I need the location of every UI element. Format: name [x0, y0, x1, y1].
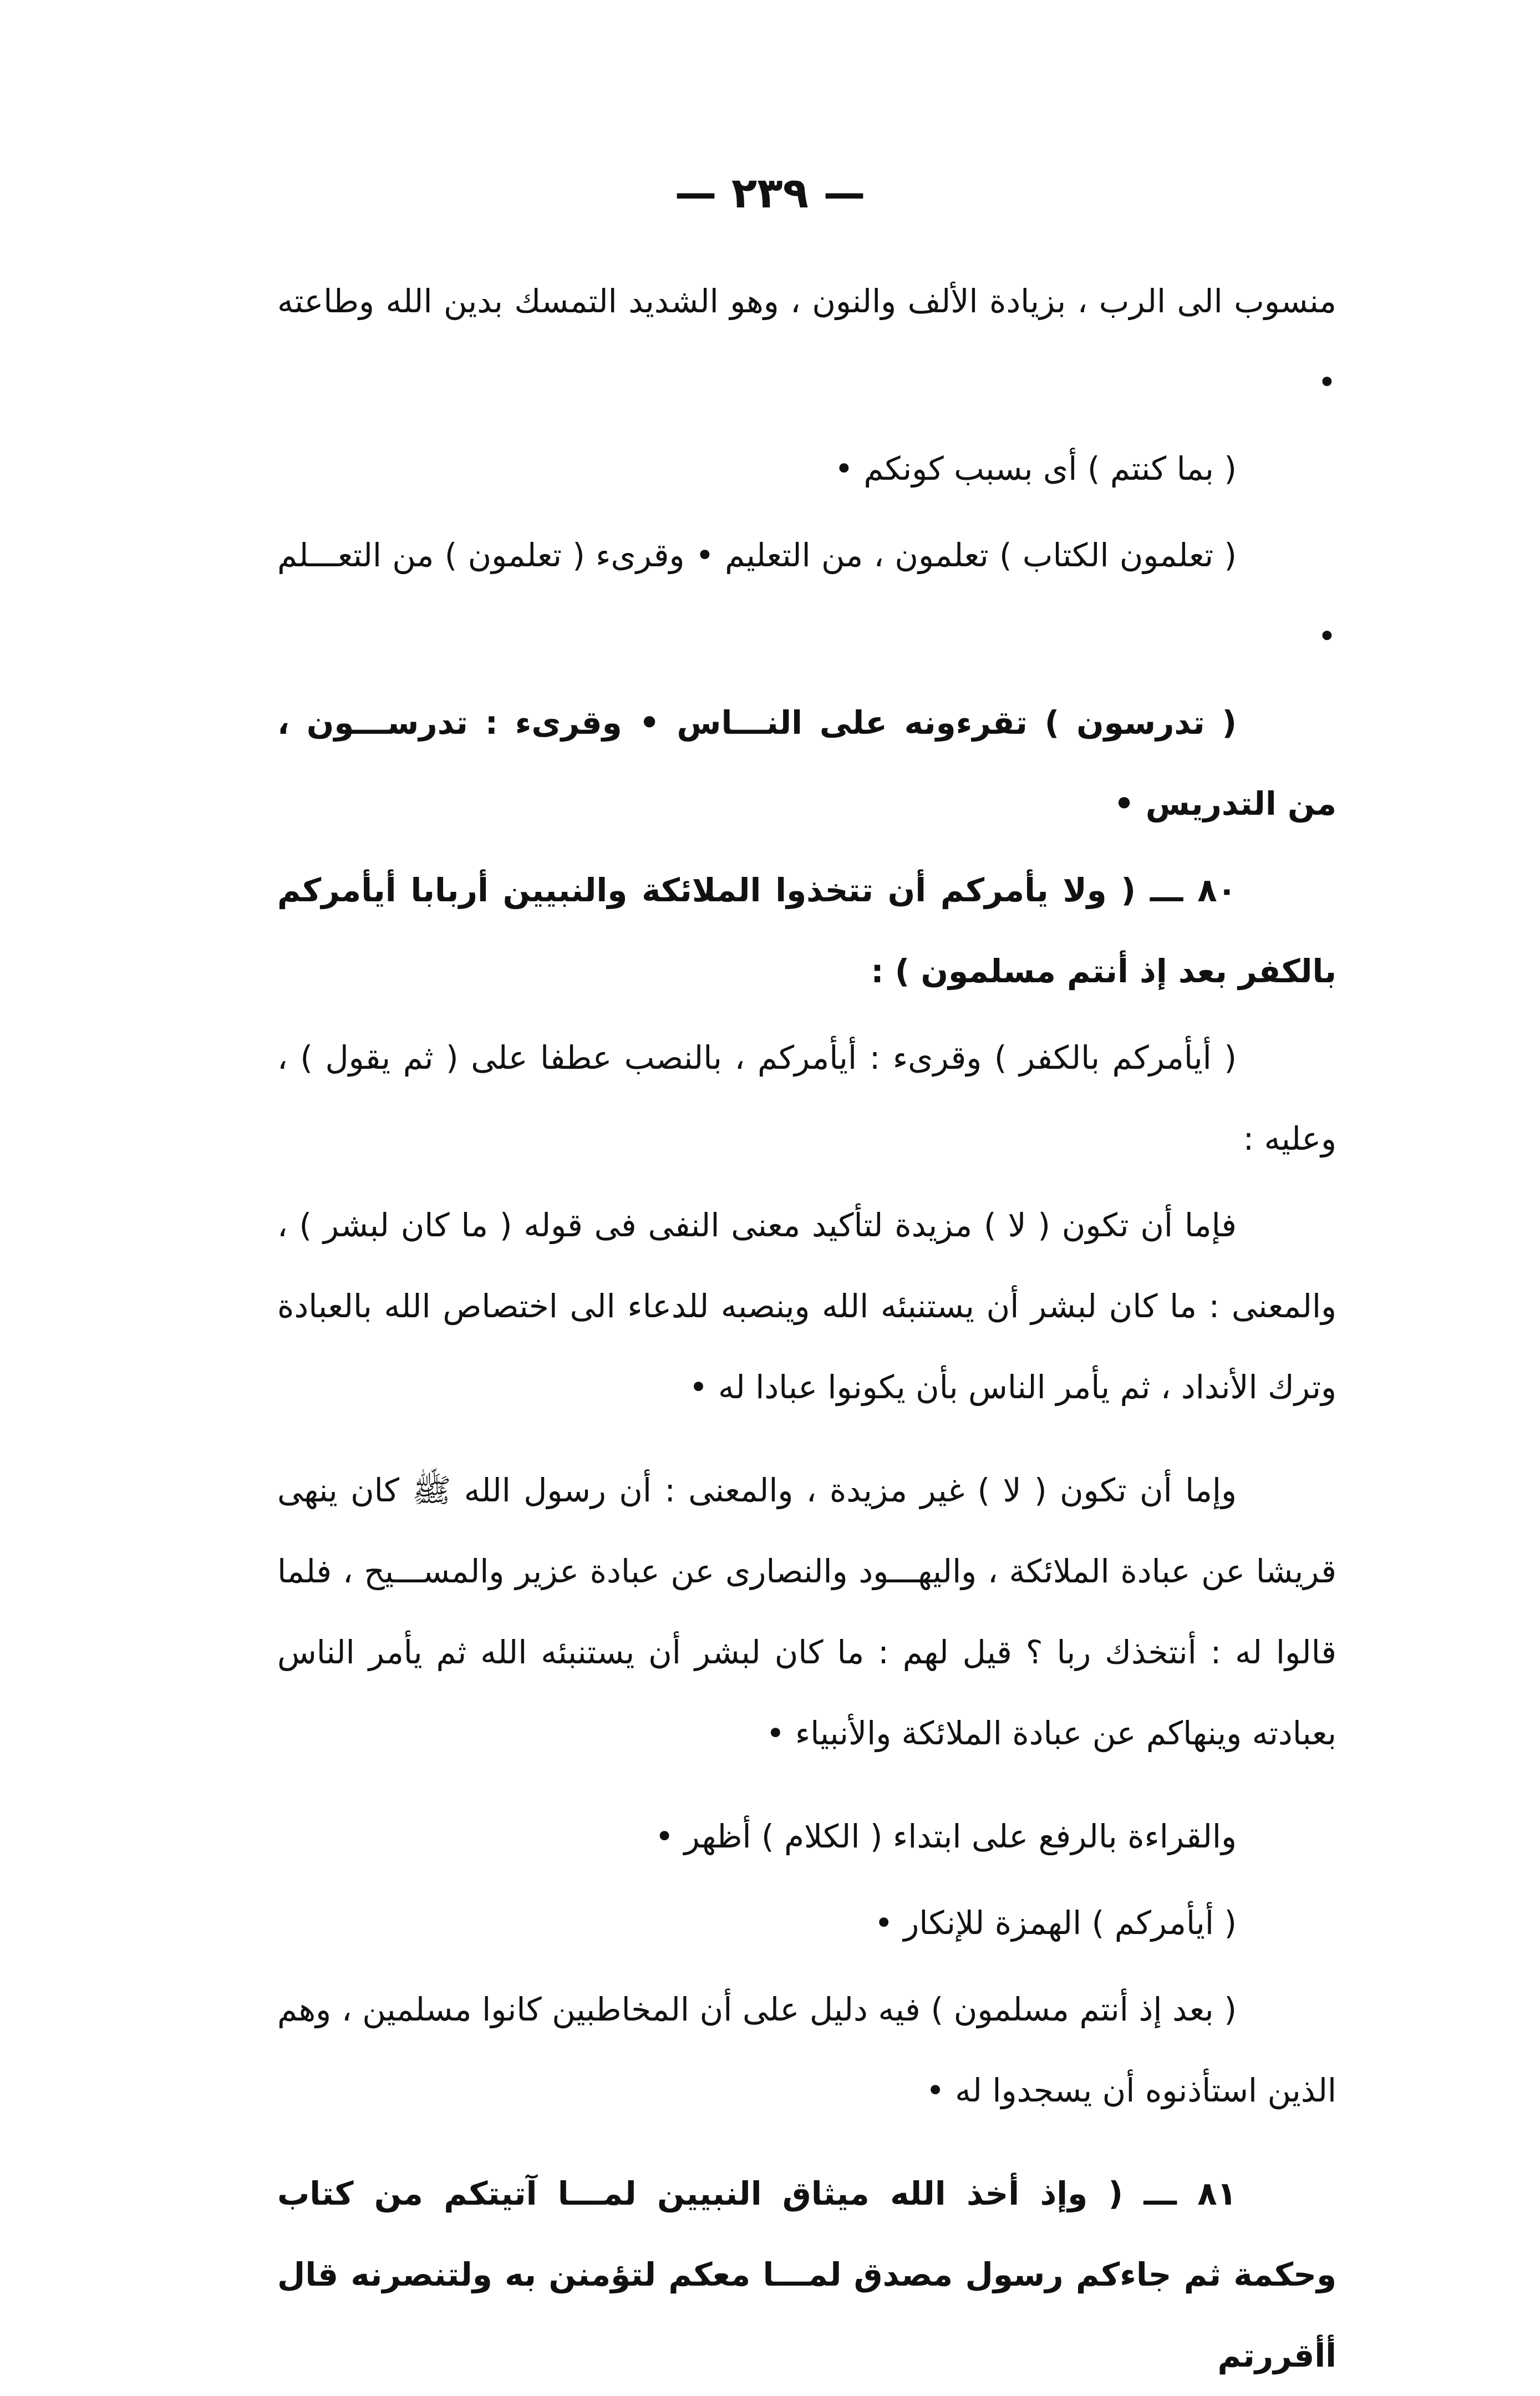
- paragraph-8: وإما أن تكون ( لا ) غير مزيدة ، والمعنى : أن رسول الله ﷺ كان ينهى قريشا عن عبادة الملائكة ، واليهـــود والنصارى عن عبادة عزير والمســـيح ، فلما قالوا له : أنتخذك ربا ؟ قيل لهم : ما كان لبشر أن يستنبئه الله ثم يأمر الناس بعبادته وينهاكم عن عبادة الملائكة والأنبياء •: [277, 1471, 1336, 1752]
- paragraph-12: ٨١ ـــ ( وإذ أخذ الله ميثاق النبيين لمـــا آتيتكم من كتاب وحكمة ثم جاءكم رسول مصدق لمـــا معكم لتؤمنن به ولتنصرنه قال أأقررتم: [277, 2175, 1336, 2374]
- paragraph-3: ( تعلمون الكتاب ) تعلمون ، من التعليم • وقرىء ( تعلمون ) من التعـــلم •: [277, 536, 1336, 655]
- page-number: — ٢٣٩ —: [674, 168, 866, 217]
- paragraph-4: ( تدرسون ) تقرءونه على النـــاس • وقرىء : تدرســـون ، من التدريس •: [277, 704, 1336, 823]
- paragraph-11: ( بعد إذ أنتم مسلمون ) فيه دليل على أن المخاطبين كانوا مسلمين ، وهم الذين استأذنوه أن يسجدوا له •: [277, 1991, 1336, 2109]
- paragraph-7: فإما أن تكون ( لا ) مزيدة لتأكيد معنى النفى فى قوله ( ما كان لبشر ) ، والمعنى : ما كان لبشر أن يستنبئه الله وينصبه للدعاء الى اختصاص الله بالعبادة وترك الأنداد ، ثم يأمر الناس بأن يكونوا عبادا له •: [277, 1206, 1336, 1406]
- paragraph-9: والقراءة بالرفع على ابتداء ( الكلام ) أظهر •: [654, 1818, 1237, 1855]
- page-body: [277, 261, 1336, 2396]
- paragraph-1: منسوب الى الرب ، بزيادة الألف والنون ، وهو الشديد التمسك بدين الله وطاعته •: [277, 282, 1336, 401]
- paragraph-6: ( أيأمركم بالكفر ) وقرىء : أيأمركم ، بالنصب عطفا على ( ثم يقول ) ، وعليه :: [277, 1039, 1336, 1158]
- paragraph-10: ( أيأمركم ) الهمزة للإنكار •: [874, 1904, 1237, 1942]
- paragraph-5: ٨٠ ـــ ( ولا يأمركم أن تتخذوا الملائكة والنبيين أربابا أيأمركم بالكفر بعد إذ أنتم مسلمون ) :: [277, 871, 1336, 990]
- paragraph-2: ( بما كنتم ) أى بسبب كونكم •: [834, 450, 1237, 488]
